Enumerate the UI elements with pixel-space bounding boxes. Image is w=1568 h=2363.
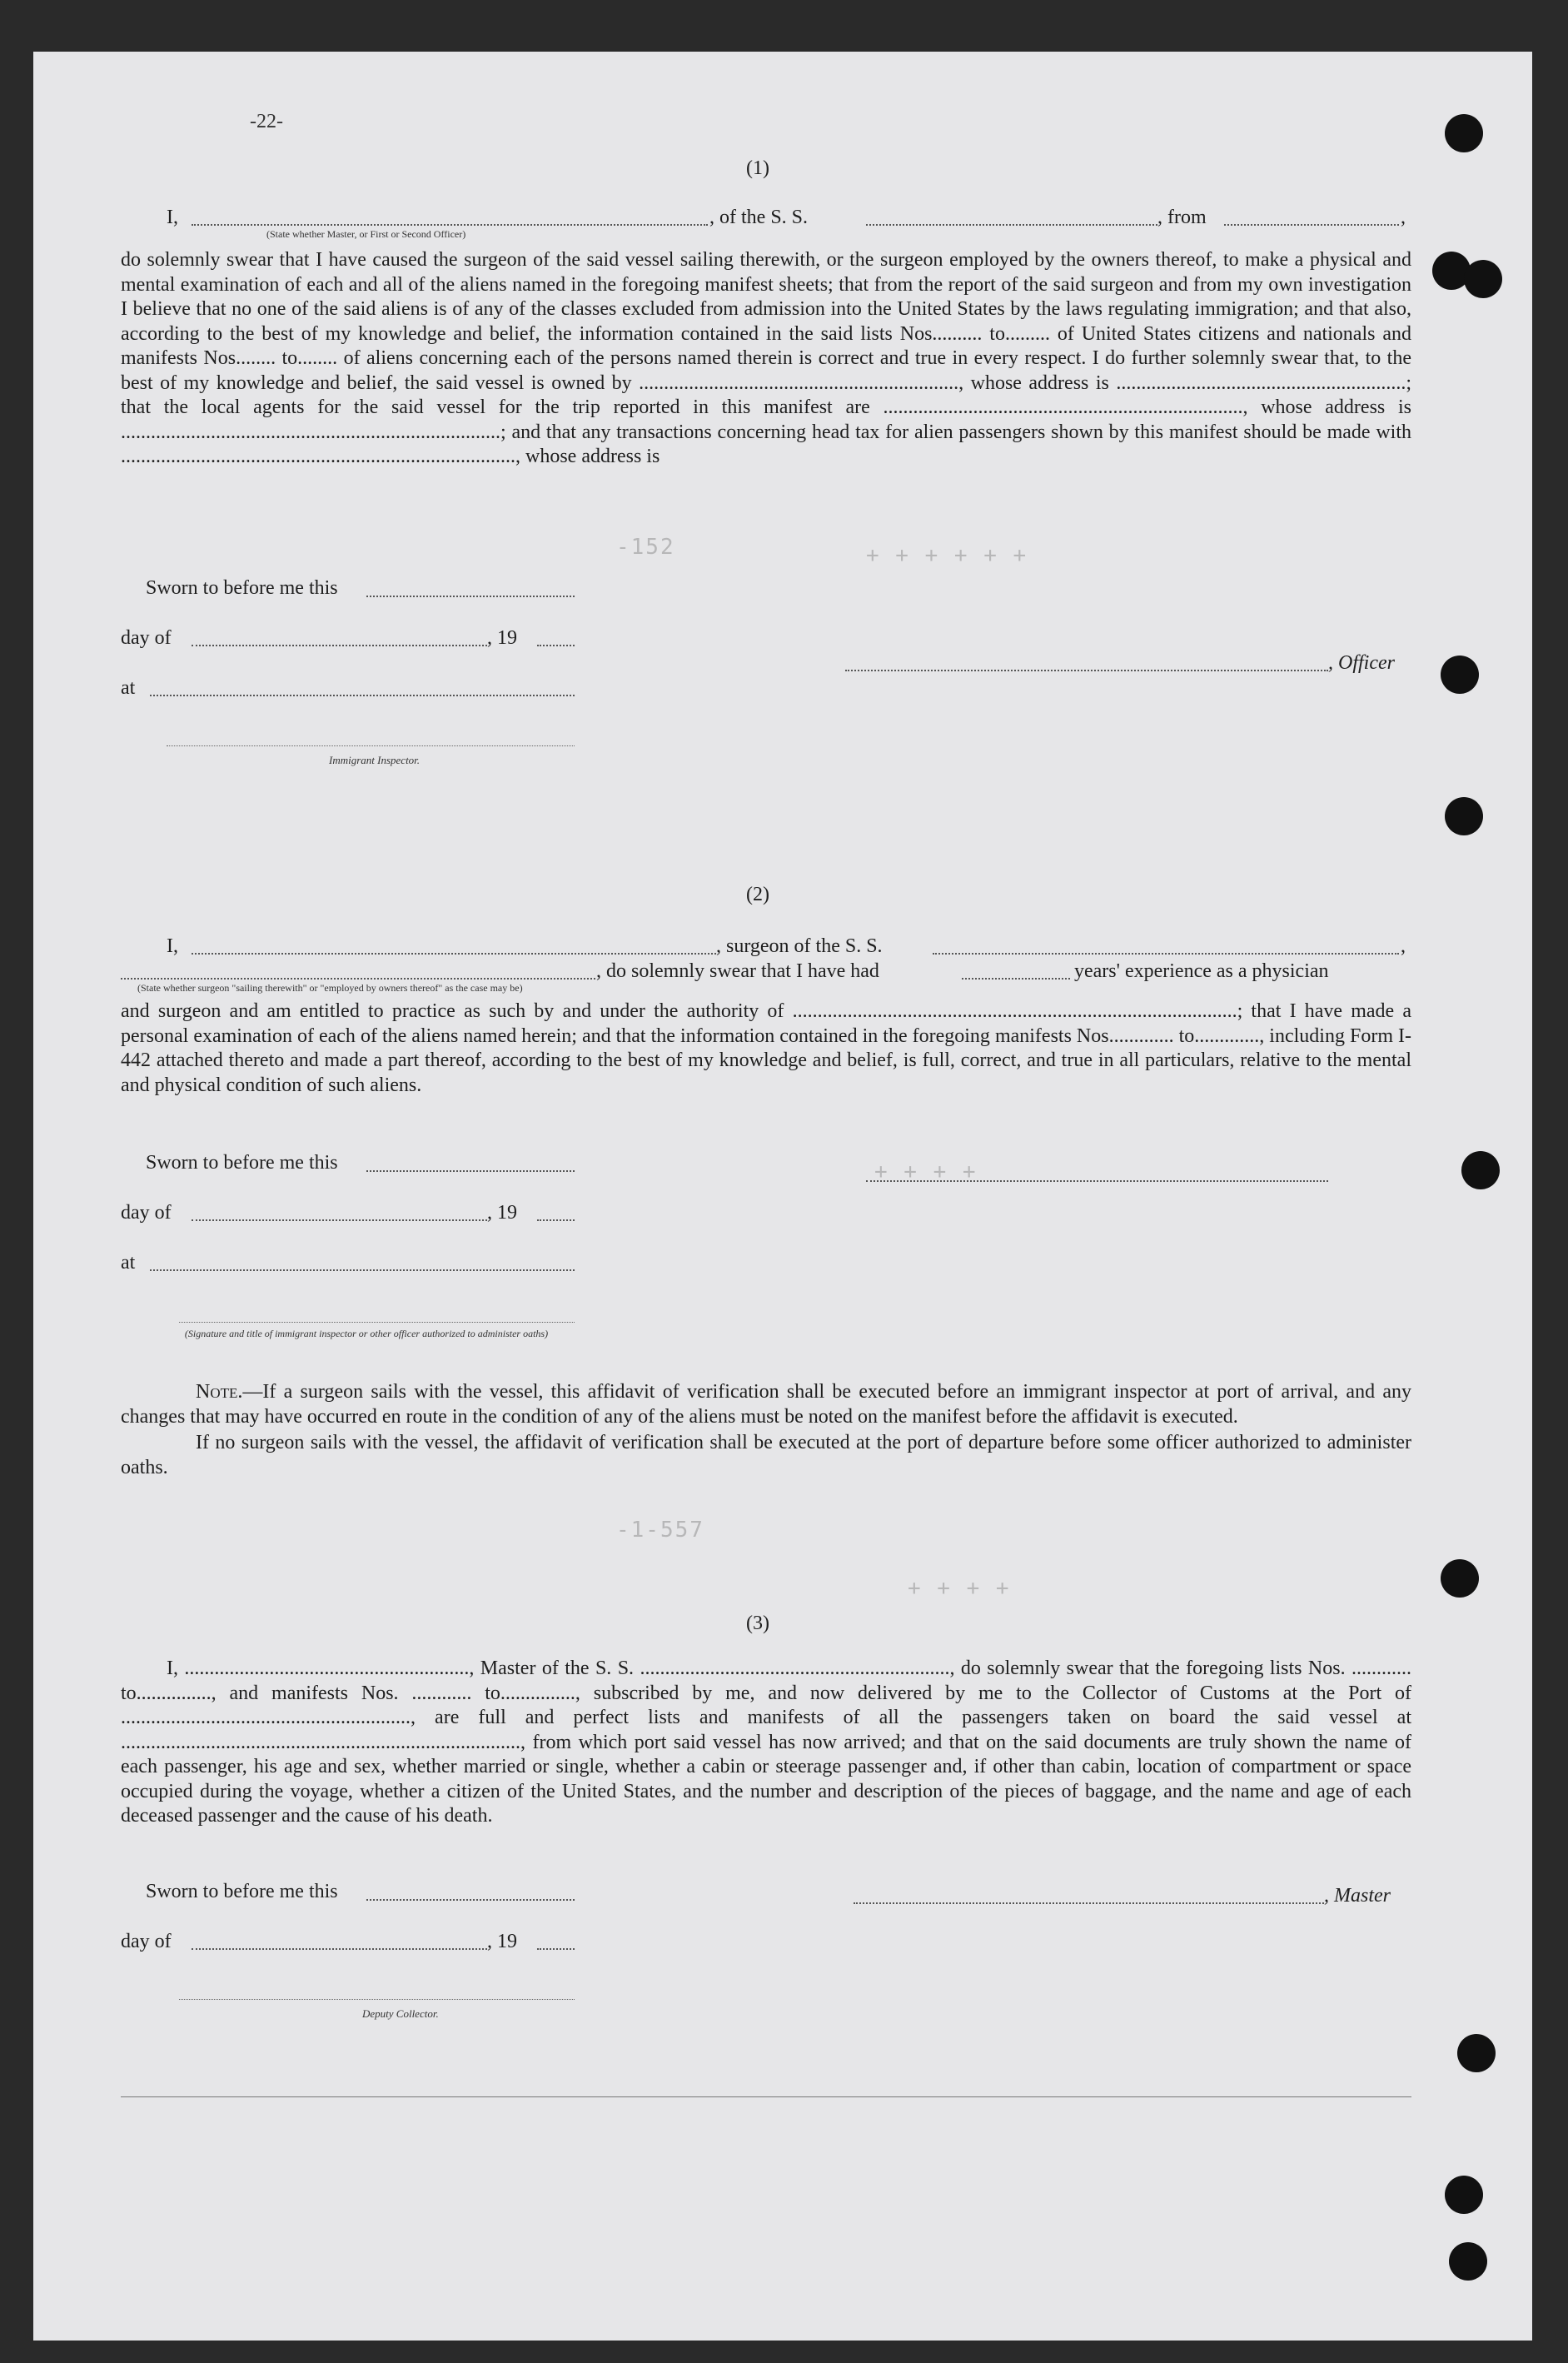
page-marker: -22-	[250, 111, 283, 132]
surgeon-type-field	[121, 978, 595, 980]
section-number: (3)	[746, 1613, 769, 1634]
intro-label: I,	[167, 207, 178, 228]
vessel-name-field	[933, 953, 1399, 955]
year-label: , 19	[487, 627, 517, 649]
surgeon-of-label: , surgeon of the S. S.	[716, 935, 883, 957]
sworn-date-field	[366, 1899, 575, 1901]
swear-label: , do solemnly swear that I have had	[596, 960, 879, 982]
binder-hole	[1461, 1151, 1500, 1189]
signature-caption: (Signature and title of immigrant inspector or other officer authorized to administer oaths)	[184, 1328, 549, 1339]
surgeon-paragraph	[121, 1000, 1411, 1098]
binder-hole	[1441, 1559, 1479, 1598]
section-number: (1)	[746, 157, 769, 179]
year-field	[537, 645, 575, 646]
day-of-field	[192, 645, 487, 646]
sworn-label: Sworn to before me this	[146, 1152, 338, 1174]
oath-paragraph	[121, 248, 1411, 470]
sworn-label: Sworn to before me this	[146, 577, 338, 599]
binder-hole	[1457, 2034, 1496, 2072]
bleed-through-text: + + + + + +	[866, 543, 1028, 568]
bleed-through-text: + + + +	[874, 1159, 978, 1184]
field-caption: (State whether surgeon "sailing therewith" or "employed by owners thereof" as the case may be)	[137, 982, 523, 994]
binder-hole	[1445, 114, 1483, 152]
years-field	[962, 978, 1070, 980]
day-of-label: day of	[121, 1931, 172, 1952]
master-label: , Master	[1324, 1885, 1391, 1907]
years-label: years' experience as a physician	[1074, 960, 1329, 982]
binder-hole	[1441, 656, 1479, 694]
signature-line	[167, 745, 575, 746]
binder-hole	[1464, 260, 1502, 298]
surgeon-text: and surgeon and am entitled to practice as such by and under the authority of .........................................................................................; that I have made a personal examination of each of the aliens named herein; and that the information contained in the foregoing manifests Nos............. to............., including Form I-442 attached thereto and made a part thereof, according to the best of my knowledge and belief, is full, correct, and true in all particulars, relative to the mental and physical condition of such aliens.	[121, 1000, 1411, 1096]
inspector-caption: Immigrant Inspector.	[329, 754, 421, 766]
from-port-field	[1224, 224, 1399, 226]
bottom-rule	[121, 2096, 1411, 2097]
year-label: , 19	[487, 1202, 517, 1224]
signature-line	[179, 1322, 575, 1323]
binder-hole	[1445, 2176, 1483, 2214]
from-label: , from	[1157, 207, 1207, 228]
field-caption: (State whether Master, or First or Second Officer)	[266, 228, 466, 240]
officer-signature-field	[845, 670, 1328, 671]
note-text-2: If no surgeon sails with the vessel, the affidavit of verification shall be executed at the port of departure before some officer authorized to administer oaths.	[121, 1432, 1411, 1478]
bleed-through-text: -1-557	[616, 1518, 704, 1543]
comma: ,	[1401, 935, 1406, 957]
sworn-date-field	[366, 596, 575, 597]
section-number: (2)	[746, 884, 769, 905]
at-field	[150, 1269, 575, 1271]
intro-label: I,	[167, 935, 178, 957]
master-signature-field	[854, 1902, 1324, 1904]
day-of-label: day of	[121, 1202, 172, 1224]
master-paragraph	[121, 1657, 1411, 1829]
year-field	[537, 1948, 575, 1950]
binder-hole	[1445, 797, 1483, 835]
comma: ,	[1401, 207, 1406, 228]
vessel-name-field	[866, 224, 1157, 226]
surgeon-signature-field	[866, 1180, 1328, 1182]
note-label: Note.	[196, 1381, 243, 1403]
day-of-field	[192, 1948, 487, 1950]
note-paragraph	[121, 1380, 1411, 1480]
bleed-through-text: + + + +	[908, 1576, 1011, 1601]
year-label: , 19	[487, 1931, 517, 1952]
surgeon-name-field	[192, 953, 716, 955]
bleed-through-text: -152	[616, 535, 675, 560]
binder-hole	[1449, 2242, 1487, 2281]
at-label: at	[121, 1252, 136, 1274]
day-of-field	[192, 1219, 487, 1221]
at-label: at	[121, 677, 136, 699]
sworn-label: Sworn to before me this	[146, 1881, 338, 1902]
signature-line	[179, 1999, 575, 2000]
of-ss-label: , of the S. S.	[709, 207, 809, 228]
officer-name-field	[192, 224, 708, 226]
officer-label: , Officer	[1328, 652, 1395, 674]
collector-caption: Deputy Collector.	[362, 2007, 439, 2020]
master-text: I, ........................................................., Master of the S. S. .............................................................., do solemnly swear that the foregoing lists Nos. ............ to..............., and manifests Nos. ............ to..............., subscribed by me, and now delivered by me to the Collector of Customs at the Port of .........................................................., are full and perfect lists and manifests of all the passengers taken on board the said vessel at ................................................................................, from which port said vessel has now arrived; and that on the said documents are truly shown the name of each passenger, his age and sex, whether married or single, whether a cabin or steerage passenger and, if other than cabin, location of compartment or space occupied during the voyage, whether a citizen of the United States, and the number and description of the pieces of baggage, and the name and age of each deceased passenger and the cause of his death.	[121, 1658, 1411, 1827]
year-field	[537, 1219, 575, 1221]
note-text-1: Note.—If a surgeon sails with the vessel, this affidavit of verification shall be executed before an immigrant inspector at port of arrival, and any changes that may have occurred en route in the condition of any of the aliens must be noted on the manifest before the affidavit is executed.	[121, 1381, 1411, 1428]
day-of-label: day of	[121, 627, 172, 649]
sworn-date-field	[366, 1170, 575, 1172]
at-field	[150, 695, 575, 696]
oath-text: do solemnly swear that I have caused the surgeon of the said vessel sailing therewith, or the surgeon employed by the owners thereof, to make a physical and mental examination of each and all of the aliens named in the foregoing manifest sheets; that from the report of the said surgeon and from my own investigation I believe that no one of the said aliens is of any of the classes excluded from admission into the United States by the laws regulating immigration; and that also, according to the best of my knowledge and belief, the information contained in the said lists Nos.......... to......... of United States citizens and nationals and manifests Nos........ to........ of aliens concerning each of the persons named therein is correct and true in every respect. I do further solemnly swear that, to the best of my knowledge and belief, the said vessel is owned by ................................................................, whose address is ..........................................................; that the local agents for the said vessel for the trip reported in this manifest are ........................................................................, whose address is ............................................................................; and that any transactions concerning head tax for alien passengers shown by this manifest should be made with ..............................................................................., whose address is	[121, 249, 1411, 467]
document-page	[33, 52, 1532, 2341]
